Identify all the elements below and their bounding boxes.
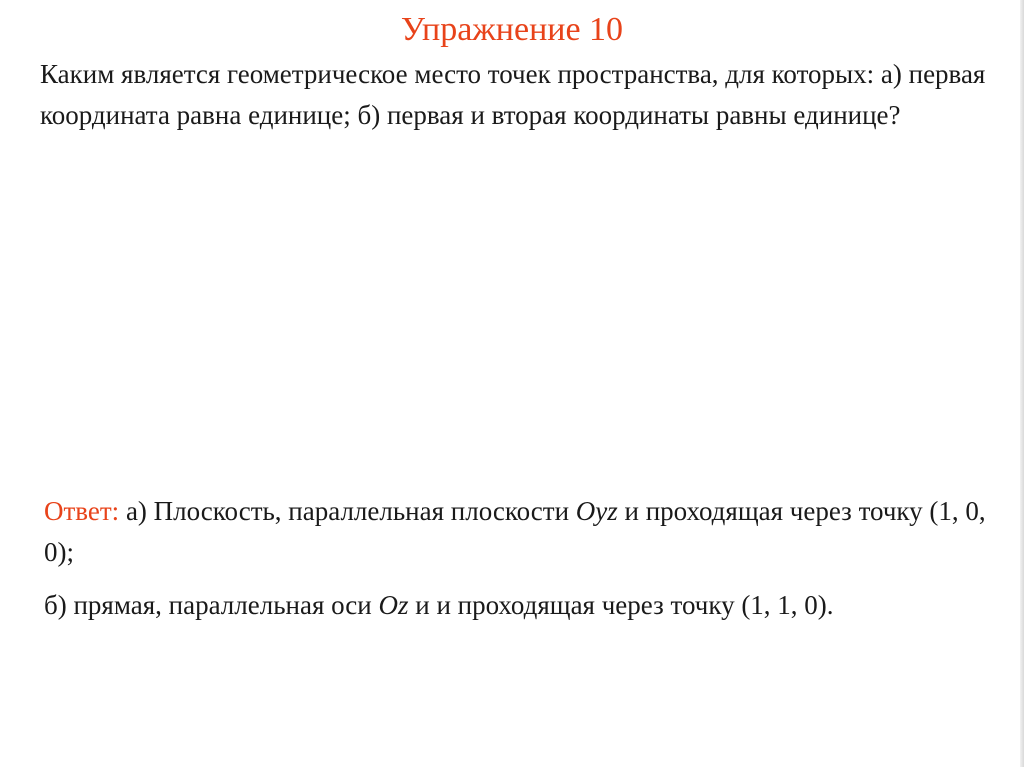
- page-title: Упражнение 10: [400, 11, 624, 48]
- answer-part-a-before: а) Плоскость, параллельная плоскости: [125, 496, 570, 526]
- question-text: Каким является геометрическое место точек пространства, для которых: а) первая координата равна единице; б) первая и вторая координаты равны единице?: [40, 59, 986, 130]
- slide-edge: [1020, 0, 1024, 767]
- answer-block: [44, 491, 994, 626]
- answer-label: Ответ:: [44, 496, 120, 526]
- answer-part-a-after: и проходящая через точку (1, 0, 0);: [44, 496, 986, 567]
- answer-part-b-before: б) прямая, параллельная оси: [44, 590, 372, 620]
- plane-oyz-label: Oyz: [575, 496, 618, 526]
- answer-part-b-after: и и проходящая через точку (1, 1, 0).: [415, 590, 834, 620]
- answer-part-b: [44, 585, 994, 626]
- answer-part-a: [44, 491, 994, 573]
- axis-oz-label: Oz: [378, 590, 409, 620]
